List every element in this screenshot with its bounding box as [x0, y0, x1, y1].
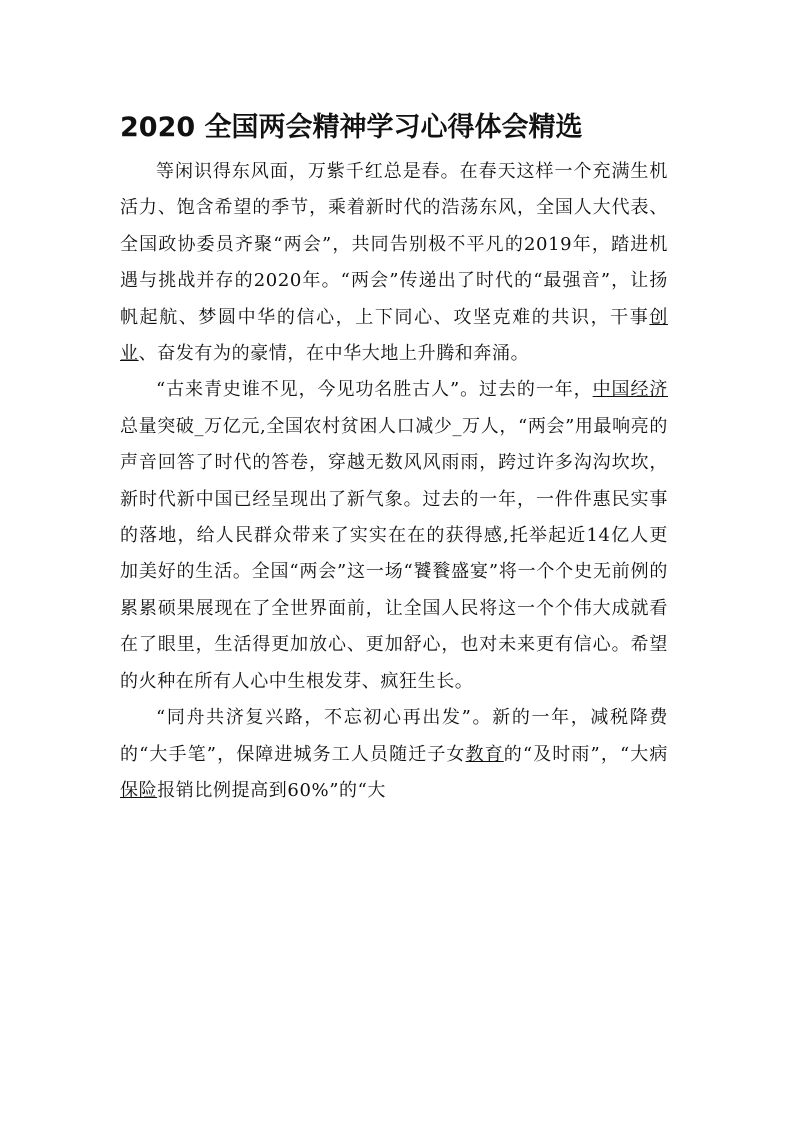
paragraph-text: 报销比例提高到60%”的“大 [157, 779, 387, 801]
link-zhongguo-jingji[interactable]: 中国经济 [592, 379, 668, 401]
paragraph-text: “同舟共济复兴路，不忘初心再出发”。新的一年，减税降费的“大手笔”，保障进城务工人员随迁子女 [120, 707, 668, 765]
paragraph-text: 总量突破_万亿元,全国农村贫困人口减少_万人，“两会”用最响亮的声音回答了时代的答卷，穿越无数风风雨雨，跨过许多沟沟坎坎，新时代新中国已经呈现出了新气象。过去的一年，一件件惠民实事的落地，给人民群众带来了实实在在的获得感,托举起近14亿人更加美好的生活。全国“两会”这一场“饕餮盛宴”将一个个史无前例的累累硕果展现在了全世界面前，让全国人民将这一个个伟大成就看在了眼里，生活得更加放心、更加舒心，也对未来更有信心。希望的火种在所有人心中生根发芽、疯狂生长。 [120, 415, 668, 692]
paragraph-text: 的“及时雨”，“大病 [503, 743, 668, 765]
paragraph-text: “古来青史谁不见，今见功名胜古人”。过去的一年， [156, 379, 593, 401]
link-jiaoyu[interactable]: 教育 [465, 743, 504, 765]
link-chuangye[interactable]: 创业 [120, 306, 668, 365]
document-title: 2020 全国两会精神学习心得体会精选 [120, 112, 583, 143]
paragraph-2 [120, 372, 668, 700]
paragraph-1 [120, 154, 668, 372]
paragraph-text: 、奋发有为的豪情，在中华大地上升腾和奔涌。 [138, 343, 530, 365]
document-page [120, 108, 668, 809]
link-baoxian[interactable]: 保险 [120, 779, 158, 801]
paragraph-text: 等闲识得东风面，万紫千红总是春。在春天这样一个充满生机活力、饱含希望的季节，乘着新时代的浩荡东风，全国人大代表、全国政协委员齐聚“两会”，共同告别极不平凡的2019年，踏进机遇与挑战并存的2020年。“两会”传递出了时代的“最强音”，让扬帆起航、梦圆中华的信心，上下同心、攻坚克难的共识，干事 [120, 161, 668, 328]
paragraph-3 [120, 700, 668, 809]
